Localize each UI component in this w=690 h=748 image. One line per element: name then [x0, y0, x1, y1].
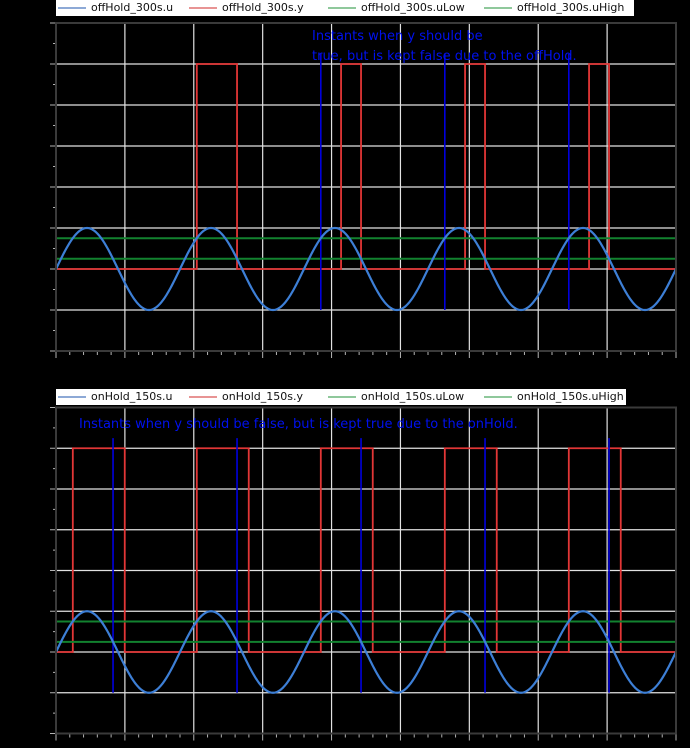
legend-label: offHold_300s.u — [91, 1, 174, 14]
legend-line-sample-icon — [189, 396, 217, 398]
legend-bottom — [56, 389, 626, 405]
legend-line-sample-icon — [328, 7, 356, 9]
legend-label: onHold_150s.uHigh — [517, 390, 624, 403]
legend-line-sample-icon — [484, 396, 512, 398]
annotation-line: Instants when y should be false, but is kept true due to the onHold. — [79, 417, 518, 432]
legend-label: onHold_150s.u — [91, 390, 173, 403]
legend-line-sample-icon — [189, 7, 217, 9]
annotation-onhold — [79, 415, 518, 435]
legend-label: onHold_150s.uLow — [361, 390, 465, 403]
legend-line-sample-icon — [58, 7, 86, 9]
legend-label: offHold_300s.uLow — [361, 1, 465, 14]
legend-top — [56, 0, 634, 16]
legend-label: offHold_300s.uHigh — [517, 1, 625, 14]
annotation-line: true, but is kept false due to the offHold. — [312, 49, 577, 64]
legend-line-sample-icon — [328, 396, 356, 398]
annotation-line: Instants when y should be — [312, 29, 483, 44]
legend-line-sample-icon — [484, 7, 512, 9]
legend-label: onHold_150s.y — [222, 390, 303, 403]
annotation-offhold — [312, 27, 577, 67]
legend-line-sample-icon — [58, 396, 86, 398]
legend-label: offHold_300s.y — [222, 1, 304, 14]
